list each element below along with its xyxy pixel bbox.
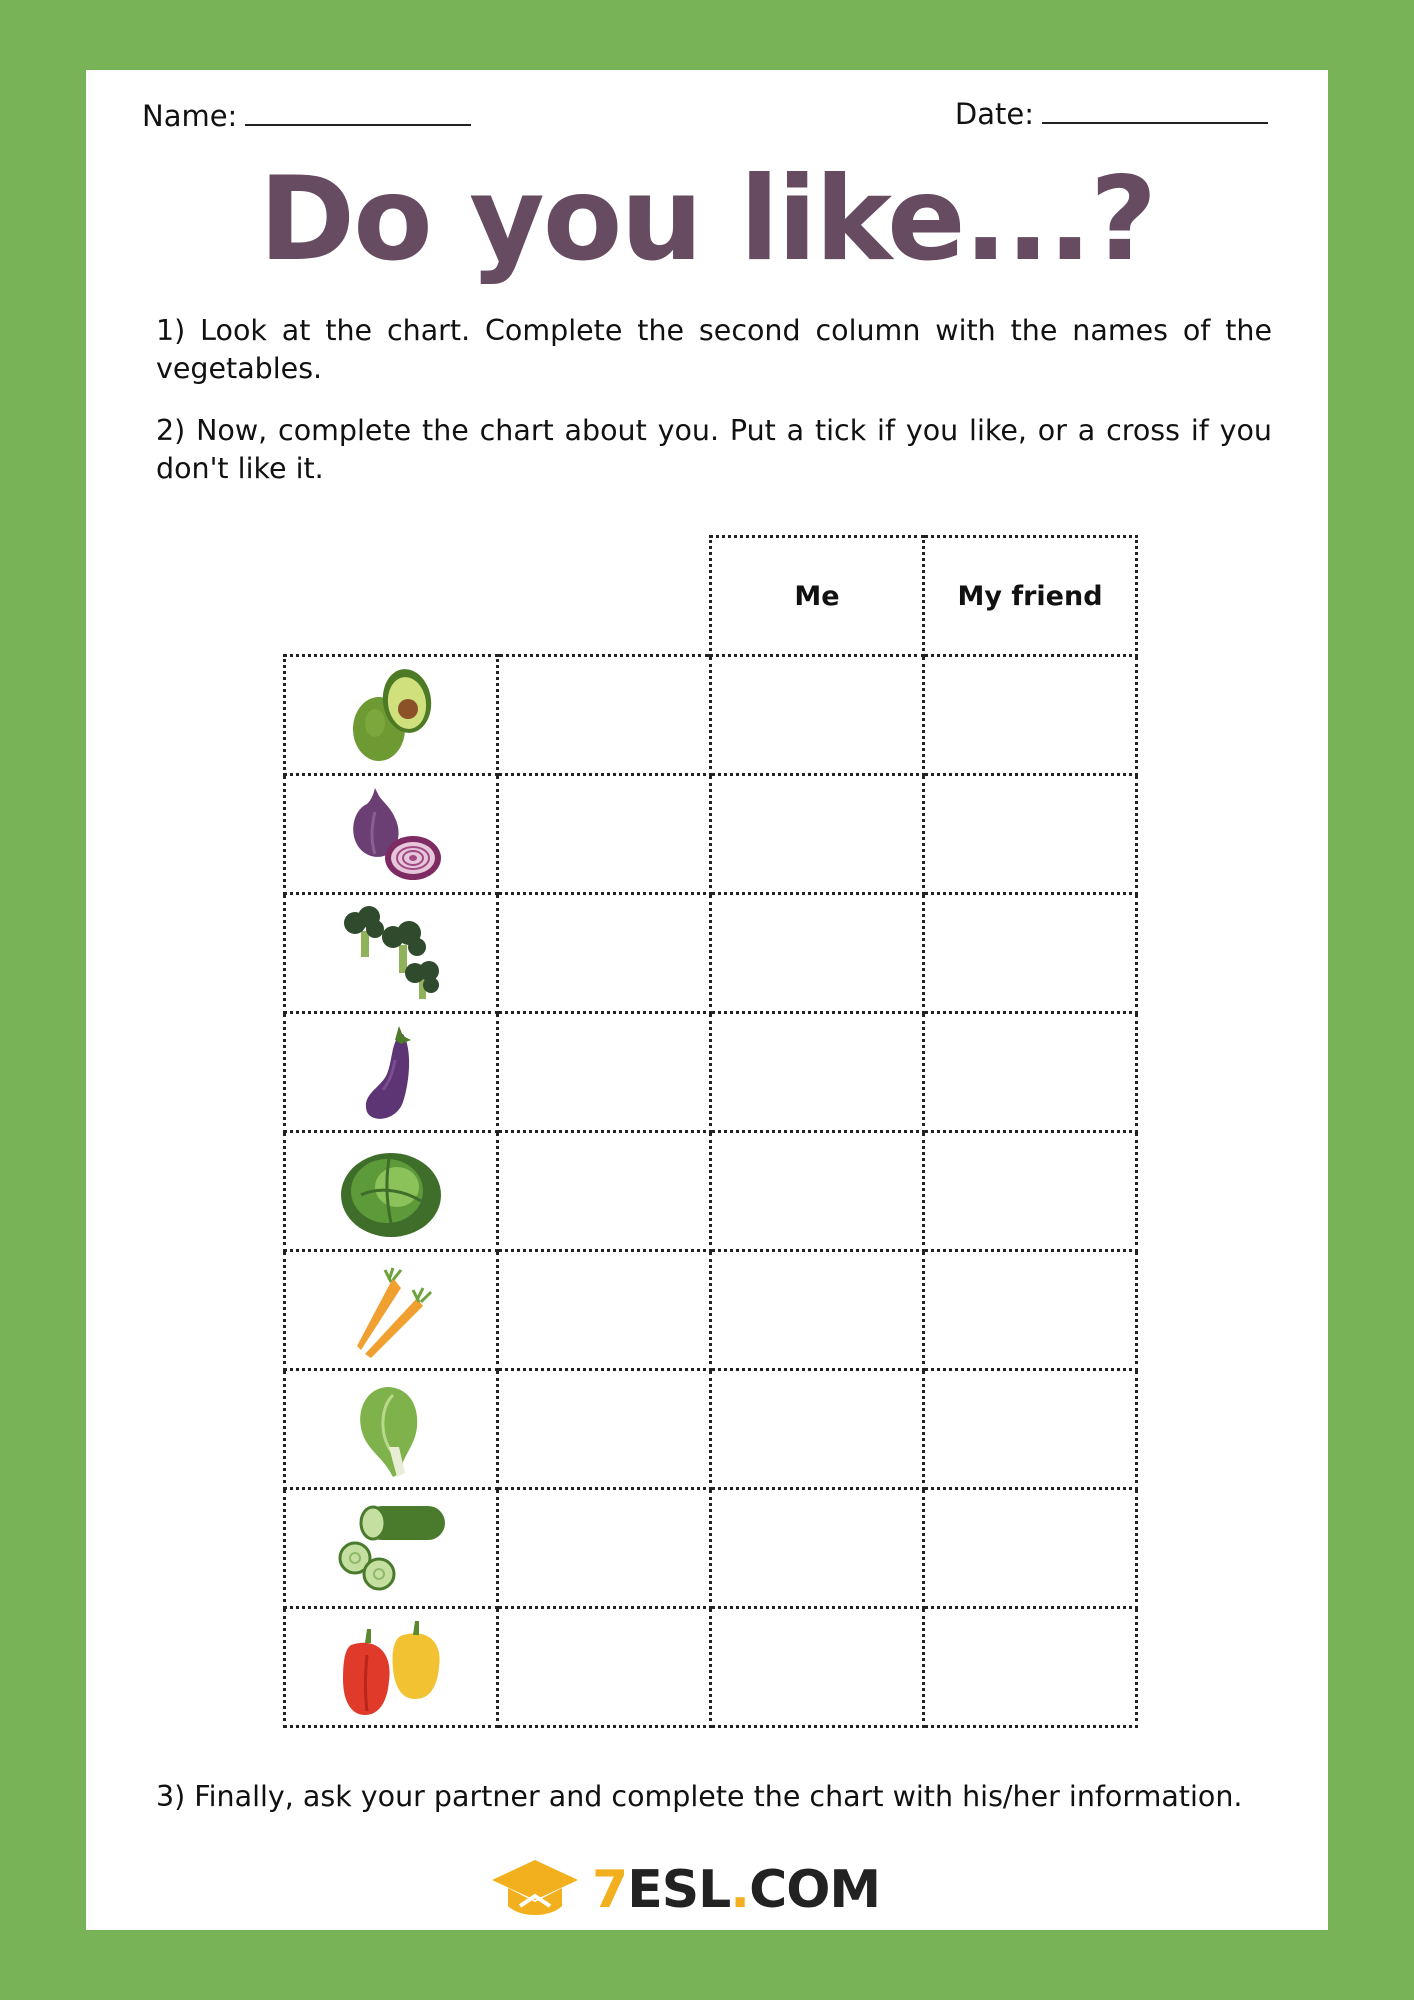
graduation-cap-icon (490, 1856, 580, 1924)
cabbage-icon (331, 1139, 451, 1243)
me-cell[interactable] (711, 894, 924, 1013)
vegetable-chart (283, 535, 1138, 1728)
name-field (142, 98, 471, 133)
table-row (285, 894, 1137, 1013)
broccoli-icon (331, 901, 451, 1005)
logo-text: 7ESL.COM (592, 1860, 881, 1920)
me-cell[interactable] (711, 1132, 924, 1251)
me-cell[interactable] (711, 1489, 924, 1608)
friend-cell[interactable] (924, 1251, 1137, 1370)
me-cell[interactable] (711, 775, 924, 894)
name-cell[interactable] (498, 656, 711, 775)
table-row (285, 1489, 1137, 1608)
me-cell[interactable] (711, 1608, 924, 1727)
picture-cell (285, 775, 498, 894)
name-cell[interactable] (498, 1370, 711, 1489)
friend-cell[interactable] (924, 1370, 1137, 1489)
picture-cell (285, 1370, 498, 1489)
friend-cell[interactable] (924, 1489, 1137, 1608)
instruction-2: 2) Now, complete the chart about you. Put a tick if you like, or a cross if you don't like it. (156, 414, 1272, 485)
date-blank-line[interactable] (1042, 96, 1268, 124)
name-cell[interactable] (498, 1132, 711, 1251)
instruction-3: 3) Finally, ask your partner and complete the chart with his/her information. (156, 1780, 1243, 1813)
me-cell[interactable] (711, 656, 924, 775)
friend-cell[interactable] (924, 1608, 1137, 1727)
page-title: Do you like...? (258, 152, 1156, 287)
worksheet (86, 70, 1328, 1930)
avocado-icon (331, 663, 451, 767)
name-cell[interactable] (498, 1608, 711, 1727)
friend-cell[interactable] (924, 775, 1137, 894)
friend-cell[interactable] (924, 1132, 1137, 1251)
picture-cell (285, 1251, 498, 1370)
me-cell[interactable] (711, 1013, 924, 1132)
instruction-1: 1) Look at the chart. Complete the second column with the names of the vegetables. (156, 314, 1272, 385)
table-row (285, 775, 1137, 894)
name-cell[interactable] (498, 1251, 711, 1370)
table-row (285, 1608, 1137, 1727)
me-cell[interactable] (711, 1251, 924, 1370)
friend-cell[interactable] (924, 656, 1137, 775)
picture-cell (285, 1132, 498, 1251)
friend-cell[interactable] (924, 894, 1137, 1013)
pepper-icon (331, 1615, 451, 1719)
cucumber-icon (331, 1496, 451, 1600)
name-cell[interactable] (498, 1489, 711, 1608)
carrot-icon (331, 1258, 451, 1362)
name-label: Name: (142, 99, 238, 133)
me-cell[interactable] (711, 1370, 924, 1489)
picture-cell (285, 1013, 498, 1132)
friend-cell[interactable] (924, 1013, 1137, 1132)
header-empty-cell (285, 537, 498, 656)
eggplant-icon (331, 1020, 451, 1124)
name-cell[interactable] (498, 775, 711, 894)
name-cell[interactable] (498, 1013, 711, 1132)
header-my-friend: My friend (924, 537, 1137, 656)
table-row (285, 1251, 1137, 1370)
chart-header-row (285, 537, 1137, 656)
lettuce-icon (331, 1377, 451, 1481)
table-row (285, 1013, 1137, 1132)
logo (490, 1855, 880, 1925)
onion-icon (331, 782, 451, 886)
header-empty-cell (498, 537, 711, 656)
date-field (955, 96, 1268, 131)
table-row (285, 1132, 1137, 1251)
picture-cell (285, 656, 498, 775)
picture-cell (285, 894, 498, 1013)
header-me: Me (711, 537, 924, 656)
picture-cell (285, 1608, 498, 1727)
table-row (285, 656, 1137, 775)
date-label: Date: (954, 97, 1034, 131)
name-blank-line[interactable] (245, 98, 471, 126)
picture-cell (285, 1489, 498, 1608)
table-row (285, 1370, 1137, 1489)
name-cell[interactable] (498, 894, 711, 1013)
